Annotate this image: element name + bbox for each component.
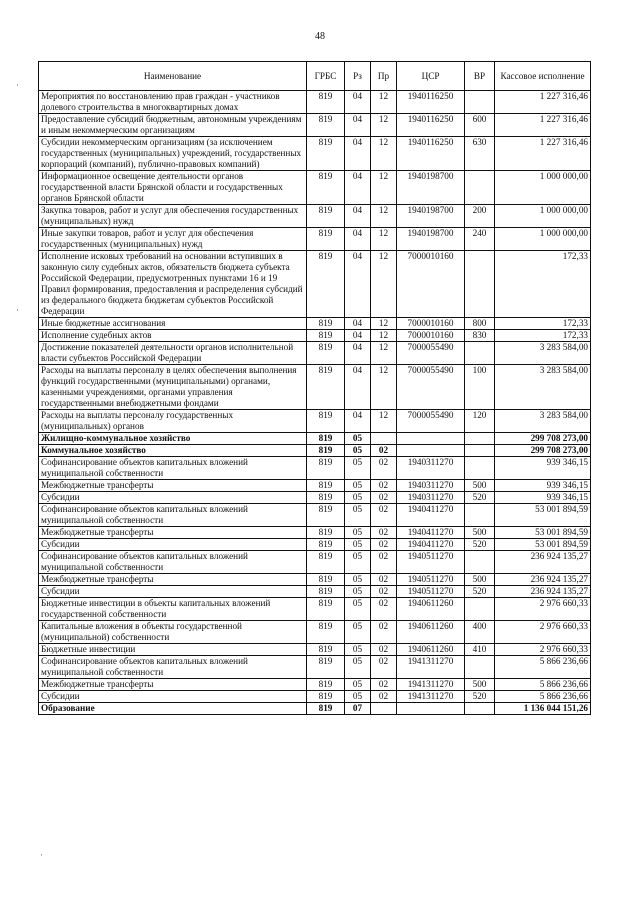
- cell-csr: 1940411270: [397, 527, 465, 539]
- cell-grbs: 819: [307, 228, 345, 251]
- cell-vr: 120: [465, 410, 495, 433]
- cell-vr: 600: [465, 114, 495, 137]
- cell-csr: 1941311270: [397, 679, 465, 691]
- cell-grbs: 819: [307, 365, 345, 410]
- cell-grbs: 819: [307, 492, 345, 504]
- cell-csr: 1940116250: [397, 91, 465, 114]
- cell-name: Межбюджетные трансферты: [39, 679, 307, 691]
- cell-csr: 1940511270: [397, 551, 465, 574]
- cell-rz: 05: [345, 433, 371, 445]
- cell-rz: 04: [345, 251, 371, 318]
- cell-grbs: 819: [307, 586, 345, 598]
- cell-sum: 299 708 273,00: [495, 433, 591, 445]
- cell-sum: 5 866 236,66: [495, 691, 591, 703]
- cell-rz: 04: [345, 365, 371, 410]
- cell-vr: 800: [465, 318, 495, 330]
- cell-csr: 7000010160: [397, 251, 465, 318]
- cell-vr: [465, 171, 495, 205]
- cell-pr: 12: [371, 114, 397, 137]
- cell-vr: 520: [465, 539, 495, 551]
- cell-name: Капитальные вложения в объекты государственной (муниципальной) собственности: [39, 621, 307, 644]
- cell-csr: 7000055490: [397, 342, 465, 365]
- cell-pr: 12: [371, 137, 397, 171]
- cell-sum: 2 976 660,33: [495, 598, 591, 621]
- cell-name: Иные бюджетные ассигнования: [39, 318, 307, 330]
- cell-pr: 02: [371, 691, 397, 703]
- cell-grbs: 819: [307, 644, 345, 656]
- table-row: [39, 445, 591, 457]
- cell-sum: 172,33: [495, 318, 591, 330]
- cell-vr: [465, 342, 495, 365]
- cell-sum: 53 001 894,59: [495, 527, 591, 539]
- cell-name: Жилищно-коммунальное хозяйство: [39, 433, 307, 445]
- cell-grbs: 819: [307, 527, 345, 539]
- cell-grbs: 819: [307, 171, 345, 205]
- cell-grbs: 819: [307, 574, 345, 586]
- cell-csr: 1940198700: [397, 228, 465, 251]
- cell-pr: 02: [371, 621, 397, 644]
- cell-name: Межбюджетные трансферты: [39, 527, 307, 539]
- table-row: [39, 433, 591, 445]
- cell-name: Межбюджетные трансферты: [39, 574, 307, 586]
- cell-name: Достижение показателей деятельности органов исполнительной власти субъектов Российской Федерации: [39, 342, 307, 365]
- cell-vr: 500: [465, 679, 495, 691]
- cell-name: Предоставление субсидий бюджетным, автономным учреждениям и иным некоммерческим организациям: [39, 114, 307, 137]
- cell-rz: 05: [345, 586, 371, 598]
- header-name: Наименование: [39, 62, 307, 91]
- cell-pr: 12: [371, 318, 397, 330]
- cell-csr: 1940311270: [397, 492, 465, 504]
- table-row: [39, 691, 591, 703]
- cell-grbs: 819: [307, 342, 345, 365]
- cell-rz: 05: [345, 598, 371, 621]
- cell-pr: 12: [371, 330, 397, 342]
- table-row: [39, 205, 591, 228]
- budget-execution-table: [38, 61, 591, 715]
- cell-vr: 520: [465, 492, 495, 504]
- cell-vr: 630: [465, 137, 495, 171]
- cell-csr: [397, 703, 465, 715]
- cell-sum: 1 000 000,00: [495, 228, 591, 251]
- cell-csr: 1940611260: [397, 598, 465, 621]
- scan-mark: ·: [16, 80, 19, 90]
- header-rz: Рз: [345, 62, 371, 91]
- cell-sum: 53 001 894,59: [495, 539, 591, 551]
- cell-grbs: 819: [307, 445, 345, 457]
- cell-vr: 400: [465, 621, 495, 644]
- cell-rz: 05: [345, 539, 371, 551]
- cell-csr: 1940411270: [397, 539, 465, 551]
- cell-sum: 236 924 135,27: [495, 574, 591, 586]
- cell-sum: 1 136 044 151,26: [495, 703, 591, 715]
- header-sum: Кассовое исполнение: [495, 62, 591, 91]
- cell-rz: 04: [345, 330, 371, 342]
- cell-rz: 04: [345, 410, 371, 433]
- cell-sum: 236 924 135,27: [495, 586, 591, 598]
- cell-name: Информационное освещение деятельности органов государственной власти Брянской области и государственных органов Брянской области: [39, 171, 307, 205]
- cell-vr: 500: [465, 574, 495, 586]
- cell-csr: 7000055490: [397, 410, 465, 433]
- cell-csr: 1940198700: [397, 205, 465, 228]
- cell-pr: 02: [371, 527, 397, 539]
- cell-pr: 12: [371, 365, 397, 410]
- cell-vr: 100: [465, 365, 495, 410]
- cell-name: Иные закупки товаров, работ и услуг для обеспечения государственных (муниципальных) нужд: [39, 228, 307, 251]
- cell-rz: 07: [345, 703, 371, 715]
- table-row: [39, 410, 591, 433]
- table-row: [39, 644, 591, 656]
- table-row: [39, 365, 591, 410]
- cell-csr: 1940116250: [397, 137, 465, 171]
- cell-name: Мероприятия по восстановлению прав граждан - участников долевого строительства в многоквартирных домах: [39, 91, 307, 114]
- table-row: [39, 656, 591, 679]
- cell-sum: 1 227 316,46: [495, 137, 591, 171]
- cell-rz: 04: [345, 205, 371, 228]
- cell-rz: 04: [345, 114, 371, 137]
- cell-pr: 12: [371, 205, 397, 228]
- cell-sum: 172,33: [495, 330, 591, 342]
- table-row: [39, 171, 591, 205]
- cell-csr: 7000055490: [397, 365, 465, 410]
- cell-grbs: 819: [307, 137, 345, 171]
- cell-rz: 04: [345, 342, 371, 365]
- table-row: [39, 679, 591, 691]
- cell-vr: 410: [465, 644, 495, 656]
- cell-rz: 05: [345, 445, 371, 457]
- cell-rz: 05: [345, 644, 371, 656]
- cell-rz: 05: [345, 527, 371, 539]
- cell-name: Субсидии: [39, 539, 307, 551]
- cell-grbs: 819: [307, 539, 345, 551]
- cell-grbs: 819: [307, 621, 345, 644]
- cell-csr: 1940411270: [397, 504, 465, 527]
- cell-vr: 500: [465, 527, 495, 539]
- cell-grbs: 819: [307, 679, 345, 691]
- cell-pr: 02: [371, 679, 397, 691]
- table-row: [39, 539, 591, 551]
- cell-sum: 939 346,15: [495, 480, 591, 492]
- cell-sum: 236 924 135,27: [495, 551, 591, 574]
- cell-sum: 3 283 584,00: [495, 342, 591, 365]
- cell-sum: 939 346,15: [495, 457, 591, 480]
- cell-name: Образование: [39, 703, 307, 715]
- cell-pr: 12: [371, 91, 397, 114]
- cell-grbs: 819: [307, 656, 345, 679]
- cell-rz: 04: [345, 171, 371, 205]
- table-row: [39, 621, 591, 644]
- cell-vr: 830: [465, 330, 495, 342]
- table-row: [39, 480, 591, 492]
- cell-csr: 1940611260: [397, 621, 465, 644]
- table-row: [39, 574, 591, 586]
- table-row: [39, 342, 591, 365]
- cell-name: Исполнение исковых требований на основании вступивших в законную силу судебных актов, обязательств бюджета субъекта Российской Федерации, предусмотренных пунктами 16 и 19 Правил формирования, предоставления и распределения субсидий из федерального бюджета бюджетам субъектов Российской Федерации: [39, 251, 307, 318]
- cell-grbs: 819: [307, 703, 345, 715]
- table-row: [39, 330, 591, 342]
- cell-csr: 1940311270: [397, 480, 465, 492]
- cell-grbs: 819: [307, 691, 345, 703]
- cell-csr: [397, 445, 465, 457]
- cell-pr: [371, 433, 397, 445]
- cell-name: Софинансирование объектов капитальных вложений муниципальной собственности: [39, 504, 307, 527]
- table-row: [39, 551, 591, 574]
- cell-pr: 02: [371, 492, 397, 504]
- cell-rz: 04: [345, 318, 371, 330]
- cell-vr: [465, 656, 495, 679]
- cell-pr: 02: [371, 656, 397, 679]
- cell-grbs: 819: [307, 504, 345, 527]
- cell-csr: [397, 433, 465, 445]
- cell-rz: 05: [345, 691, 371, 703]
- cell-pr: 02: [371, 504, 397, 527]
- page-number: 48: [315, 31, 325, 42]
- table-row: [39, 586, 591, 598]
- cell-vr: [465, 433, 495, 445]
- table-row: [39, 228, 591, 251]
- cell-rz: 05: [345, 492, 371, 504]
- cell-sum: 2 976 660,33: [495, 621, 591, 644]
- table-row: [39, 598, 591, 621]
- cell-sum: 2 976 660,33: [495, 644, 591, 656]
- cell-sum: 1 000 000,00: [495, 171, 591, 205]
- table-row: [39, 91, 591, 114]
- cell-sum: 53 001 894,59: [495, 504, 591, 527]
- cell-rz: 05: [345, 551, 371, 574]
- cell-pr: 12: [371, 342, 397, 365]
- cell-grbs: 819: [307, 433, 345, 445]
- header-vr: ВР: [465, 62, 495, 91]
- cell-name: Бюджетные инвестиции в объекты капитальных вложений государственной собственности: [39, 598, 307, 621]
- header-grbs: ГРБС: [307, 62, 345, 91]
- cell-pr: 02: [371, 539, 397, 551]
- cell-csr: 1941311270: [397, 691, 465, 703]
- cell-grbs: 819: [307, 551, 345, 574]
- cell-name: Софинансирование объектов капитальных вложений муниципальной собственности: [39, 656, 307, 679]
- cell-name: Расходы на выплаты персоналу государственных (муниципальных) органов: [39, 410, 307, 433]
- cell-name: Межбюджетные трансферты: [39, 480, 307, 492]
- cell-rz: 05: [345, 679, 371, 691]
- cell-name: Субсидии: [39, 586, 307, 598]
- cell-grbs: 819: [307, 91, 345, 114]
- cell-vr: 200: [465, 205, 495, 228]
- cell-pr: 02: [371, 644, 397, 656]
- cell-pr: 02: [371, 480, 397, 492]
- cell-grbs: 819: [307, 318, 345, 330]
- cell-rz: 05: [345, 457, 371, 480]
- table-row: [39, 703, 591, 715]
- cell-pr: 02: [371, 586, 397, 598]
- cell-pr: 02: [371, 574, 397, 586]
- cell-sum: 299 708 273,00: [495, 445, 591, 457]
- scan-mark: ·: [16, 305, 19, 315]
- header-pr: Пр: [371, 62, 397, 91]
- cell-rz: 05: [345, 574, 371, 586]
- cell-grbs: 819: [307, 410, 345, 433]
- cell-csr: 1940116250: [397, 114, 465, 137]
- cell-sum: 5 866 236,66: [495, 679, 591, 691]
- cell-name: Субсидии: [39, 492, 307, 504]
- table-row: [39, 504, 591, 527]
- cell-vr: 520: [465, 691, 495, 703]
- cell-vr: [465, 457, 495, 480]
- cell-rz: 04: [345, 228, 371, 251]
- cell-pr: 12: [371, 228, 397, 251]
- cell-pr: 02: [371, 445, 397, 457]
- cell-pr: [371, 703, 397, 715]
- cell-name: Субсидии некоммерческим организациям (за исключением государственных (муниципальных) учреждений, государственных корпораций (компаний), публично-правовых компаний): [39, 137, 307, 171]
- table-row: [39, 492, 591, 504]
- table-row: [39, 318, 591, 330]
- cell-name: Закупка товаров, работ и услуг для обеспечения государственных (муниципальных) нужд: [39, 205, 307, 228]
- cell-csr: 7000010160: [397, 318, 465, 330]
- table-body: [39, 91, 591, 715]
- header-csr: ЦСР: [397, 62, 465, 91]
- cell-rz: 04: [345, 137, 371, 171]
- cell-vr: [465, 91, 495, 114]
- cell-sum: 1 227 316,46: [495, 114, 591, 137]
- cell-vr: 520: [465, 586, 495, 598]
- cell-sum: 1 000 000,00: [495, 205, 591, 228]
- table-row: [39, 457, 591, 480]
- cell-name: Софинансирование объектов капитальных вложений муниципальной собственности: [39, 551, 307, 574]
- cell-rz: 05: [345, 656, 371, 679]
- cell-rz: 05: [345, 480, 371, 492]
- cell-name: Бюджетные инвестиции: [39, 644, 307, 656]
- cell-name: Исполнение судебных актов: [39, 330, 307, 342]
- cell-csr: 1940511270: [397, 586, 465, 598]
- cell-rz: 04: [345, 91, 371, 114]
- cell-name: Расходы на выплаты персоналу в целях обеспечения выполнения функций государственными (муниципальными) органами, казенными учреждениями, органами управления государственными внебюджетными фондами: [39, 365, 307, 410]
- cell-name: Коммунальное хозяйство: [39, 445, 307, 457]
- cell-vr: [465, 551, 495, 574]
- cell-vr: 240: [465, 228, 495, 251]
- cell-grbs: 819: [307, 457, 345, 480]
- cell-pr: 02: [371, 551, 397, 574]
- cell-pr: 02: [371, 598, 397, 621]
- cell-vr: [465, 504, 495, 527]
- cell-csr: 1940311270: [397, 457, 465, 480]
- cell-name: Софинансирование объектов капитальных вложений муниципальной собственности: [39, 457, 307, 480]
- cell-sum: 3 283 584,00: [495, 365, 591, 410]
- cell-sum: 1 227 316,46: [495, 91, 591, 114]
- cell-vr: [465, 445, 495, 457]
- table-row: [39, 137, 591, 171]
- cell-grbs: 819: [307, 598, 345, 621]
- cell-pr: 12: [371, 171, 397, 205]
- cell-csr: 7000010160: [397, 330, 465, 342]
- cell-sum: 5 866 236,66: [495, 656, 591, 679]
- cell-vr: 500: [465, 480, 495, 492]
- table-row: [39, 527, 591, 539]
- cell-pr: 12: [371, 410, 397, 433]
- cell-grbs: 819: [307, 480, 345, 492]
- cell-csr: 1940198700: [397, 171, 465, 205]
- cell-grbs: 819: [307, 205, 345, 228]
- cell-csr: 1940611260: [397, 644, 465, 656]
- cell-pr: 02: [371, 457, 397, 480]
- table-header-row: [39, 62, 591, 91]
- cell-rz: 05: [345, 621, 371, 644]
- cell-csr: 1940511270: [397, 574, 465, 586]
- scan-mark: ·: [40, 850, 43, 860]
- cell-vr: [465, 703, 495, 715]
- cell-sum: 3 283 584,00: [495, 410, 591, 433]
- cell-vr: [465, 251, 495, 318]
- cell-sum: 172,33: [495, 251, 591, 318]
- cell-grbs: 819: [307, 114, 345, 137]
- table-row: [39, 251, 591, 318]
- cell-csr: 1941311270: [397, 656, 465, 679]
- cell-vr: [465, 598, 495, 621]
- cell-pr: 12: [371, 251, 397, 318]
- cell-name: Субсидии: [39, 691, 307, 703]
- cell-grbs: 819: [307, 330, 345, 342]
- table-row: [39, 114, 591, 137]
- cell-rz: 05: [345, 504, 371, 527]
- cell-grbs: 819: [307, 251, 345, 318]
- cell-sum: 939 346,15: [495, 492, 591, 504]
